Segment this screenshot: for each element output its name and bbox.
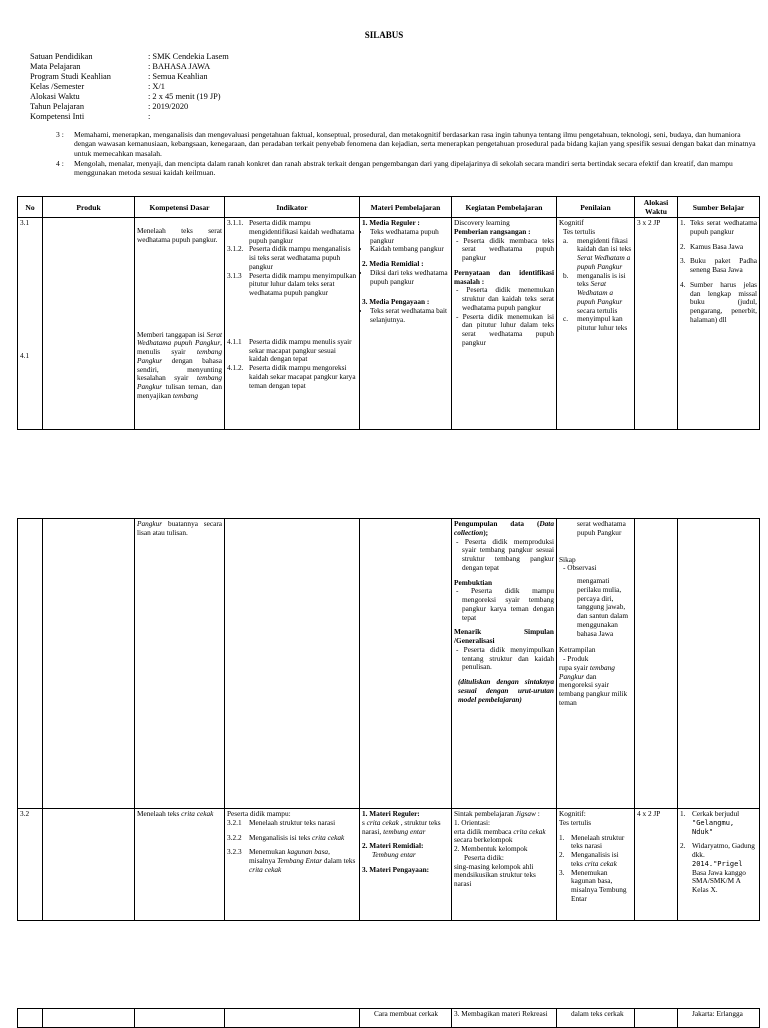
- col-header-sumber: Sumber Belajar: [678, 197, 760, 218]
- ki-item: 3 : Memahami, menerapkan, menganalisis dan mengevaluasi pengetahuan faktual, konseptual, prosedural, dan metakognitif berdasarkan rasa ingin tahunya tentang ilmu pengetahuan, teknologi, seni, budaya, dan humaniora dengan wawasan kemanusiaan, kebangsaan, kenegaraan, dan peradaban terkait penyebab fenomena dan kejadian, serta menerapkan pengetahuan prosedural pada bidang kajian yang spesifik sesuai dengan bakat dan minatnya untuk memecahkan masalah.: [56, 130, 756, 158]
- cell-no: 3.1 4.1: [18, 218, 43, 430]
- cell-kd: [135, 1009, 225, 1028]
- col-header-kegiatan: Kegiatan Pembelajaran: [452, 197, 557, 218]
- cell-kegiatan: Discovery learning Pemberian rangsangan : - Peserta didik membaca teks serat wedhatama pupuh pangkur Pernyataan dan identifikasi masalah : - Peserta didik menemukan struktur dan kaidah teks serat wedhatama pupuh pangkur - Peserta didik menemukan isi dan pitutur luhur dalam teks serat wedhatama pupuh pangkur: [452, 218, 557, 430]
- ki-item: 4 : Mengolah, menalar, menyaji, dan mencipta dalam ranah konkret dan ranah abstrak terkait dengan pengembangan dari yang dipelajarinya di sekolah secara mandiri serta bertindak secara efektif dan kreatif, dan mampu menggunakan metoda sesuai kaidah keilmuan.: [56, 158, 733, 177]
- cell-indikator: [225, 218, 360, 430]
- cell-kegiatan: 3. Membagikan materi Rekreasi: [452, 1009, 557, 1028]
- identity-block: [30, 52, 760, 122]
- page-title: SILABUS: [364, 30, 404, 40]
- cell-alokasi: [635, 519, 678, 809]
- cell-alokasi: 3 x 2 JP: [635, 218, 678, 430]
- cell-kegiatan: Pengumpulan data (Data collection); - Peserta didik memproduksi syair tembang pangkur sesuai struktur tembang pangkur dengan tepat Pembuktian - Peserta didik mampu mengoreksi syair tembang pangkur karya teman dengan tepat Menarik Simpulan /Generalisasi - Peserta didik menyimpulkan tentang struktur dan kaidah penulisan. (dituliskan dengan sintaknya sesuai dengan urut-urutan model pembelajaran): [452, 519, 557, 809]
- cell-sumber: 1. Cerkak berjudul "Gelangmu, Nduk" 2. Widaryatmo, Gadung dkk. 2014."Prigel Basa Jawa kanggo SMA/SMK/M A Kelas X.: [678, 809, 760, 921]
- syllabus-table-page-3: [17, 1008, 760, 1028]
- col-header-indikator: Indikator: [225, 197, 360, 218]
- cell-kd: Menelaah teks serat wedhatama pupuh pangkur. Memberi tanggapan isi Serat Wedhatama pupuh Pangkur, menulis syair tembang Pangkur dengan bahasa sendiri, menyunting kesalahan syair tembang Pangkur tulisan teman, dan menyajikan tembang: [135, 218, 225, 430]
- cell-sumber: [678, 519, 760, 809]
- meta-row: Kelas /Semester : X/1: [30, 82, 165, 91]
- cell-produk: [43, 1009, 135, 1028]
- col-header-produk: Produk: [43, 197, 135, 218]
- cell-indikator: [225, 519, 360, 809]
- col-header-no: No: [18, 197, 43, 218]
- meta-row: Alokasi Waktu : 2 x 45 menit (19 JP): [30, 92, 221, 101]
- indikator-item: 3.1.1. Peserta didik mampu mengidentifikasi kaidah wedhatama pupuh pangkur: [227, 218, 355, 245]
- col-header-alokasi: Alokasi Waktu: [635, 197, 678, 218]
- syllabus-table-page-1: [17, 196, 760, 430]
- cell-materi: [360, 519, 452, 809]
- cell-kegiatan: Sintak pembelajaran Jigsaw : 1. Orientasi: erta didik membaca crita cekak secara berkelompok 2. Membentuk kelompok Peserta didik: sing-masing kelompok ahli mendsikusikan struktur teks narasi: [452, 809, 557, 921]
- meta-row: Kompetensi Inti :: [30, 112, 151, 121]
- meta-row: Mata Pelajaran : BAHASA JAWA: [30, 62, 211, 71]
- cell-produk: [43, 809, 135, 921]
- cell-penilaian: Kognitif: Tes tertulis 1. Menelaah struktur teks narasi 2. Menganalisis isi teks crita cekak 3. Menemukan kagunan basa, misalnya Tembung Entar: [557, 809, 635, 921]
- syllabus-table-page-2: [17, 518, 760, 921]
- cell-indikator: Peserta didik mampu: 3.2.1 Menelaah struktur teks narasi 3.2.2 Menganalisis isi teks crita cekak 3.2.3 Menemukan kagunan basa, misalnya Tembang Entar dalam teks crita cekak: [225, 809, 360, 921]
- cell-produk: [43, 519, 135, 809]
- cell-materi: 1. Materi Reguler: s crita cekak , struktur teks narasi, tembung entar 2. Materi Remidial: Tembung entar 3. Materi Pengayaan:: [360, 809, 452, 921]
- col-header-materi: Materi Pembelajaran: [360, 197, 452, 218]
- meta-row: Satuan Pendidikan : SMK Cendekia Lasem: [30, 52, 229, 61]
- cell-sumber: 1. Teks serat wedhatama pupuh pangkur 2. Kamus Basa Jawa 3. Buku paket Padha seneng Basa Jawa 4. Sumber harus jelas dan lengkap missal buku (judul, pengarang, penerbit, halaman) dll: [678, 218, 760, 430]
- indikator-item: 4.1.1 Peserta didik mampu menulis syair sekar macapat pangkur sesuai kaidah dengan tepat: [227, 336, 352, 364]
- indikator-item: 3.1.3 Peserta didik mampu menyimpulkan pitutur luhur dalam teks serat wedhatama pupuh pangkur: [227, 270, 357, 298]
- cell-materi: 1. Media Reguler : • Teks wedhatama pupuh pangkur • Kaidah tembang pangkur 2. Media Remidial : • Diksi dari teks wedhatama pupuh pangkur 3. Media Pengayaan : • Teks serat wedhatama bait selanjutnya.: [360, 218, 452, 430]
- cell-indikator: [225, 1009, 360, 1028]
- cell-alokasi: 4 x 2 JP: [635, 809, 678, 921]
- indikator-item: 3.1.2. Peserta didik mampu menganalisis isi teks serat wedhatama pupuh pangkur: [227, 244, 351, 271]
- col-header-penilaian: Penilaian: [557, 197, 635, 218]
- cell-materi: Cara membuat cerkak: [360, 1009, 452, 1028]
- cell-sumber: Jakarta: Erlangga: [678, 1009, 760, 1028]
- col-header-kd: Kompetensi Dasar: [135, 197, 225, 218]
- cell-no: 3.2: [18, 809, 43, 921]
- meta-row: Tahun Pelajaran : 2019/2020: [30, 102, 189, 111]
- cell-penilaian: serat wedhatama pupuh Pangkur Sikap - Observasi mengamati perilaku mulia, percaya diri, tanggung jawab, dan santun dalam menggunakan bahasa Jawa Ketrampilan - Produk rupa syair tembang Pangkur dan mengoreksi syair tembang pangkur milik teman: [557, 519, 635, 809]
- cell-no: [18, 519, 43, 809]
- cell-penilaian: Kognitif Tes tertulis a. mengidenti fikasi kaidah dan isi teks Serat Wedhatam a pupuh Pangkur b. menganalis is isi teks Serat Wedhatam a pupuh Pangkur secara tertulis c. menyimpul kan pitutur luhur teks: [557, 218, 635, 430]
- cell-kd: Pangkur buatannya secara lisan atau tulisan.: [135, 519, 225, 809]
- cell-alokasi: [635, 1009, 678, 1028]
- cell-kd: Menelaah teks crita cekak: [135, 809, 225, 921]
- indikator-item: 4.1.2. Peserta didik mampu mengoreksi kaidah sekar macapat pangkur karya teman dengan tepat: [227, 363, 356, 390]
- cell-produk: [43, 218, 135, 430]
- cell-penilaian: dalam teks cerkak: [557, 1009, 635, 1028]
- meta-row: Program Studi Keahlian : Semua Keahlian: [30, 72, 208, 81]
- kompetensi-inti: [56, 130, 760, 178]
- cell-no: [18, 1009, 43, 1028]
